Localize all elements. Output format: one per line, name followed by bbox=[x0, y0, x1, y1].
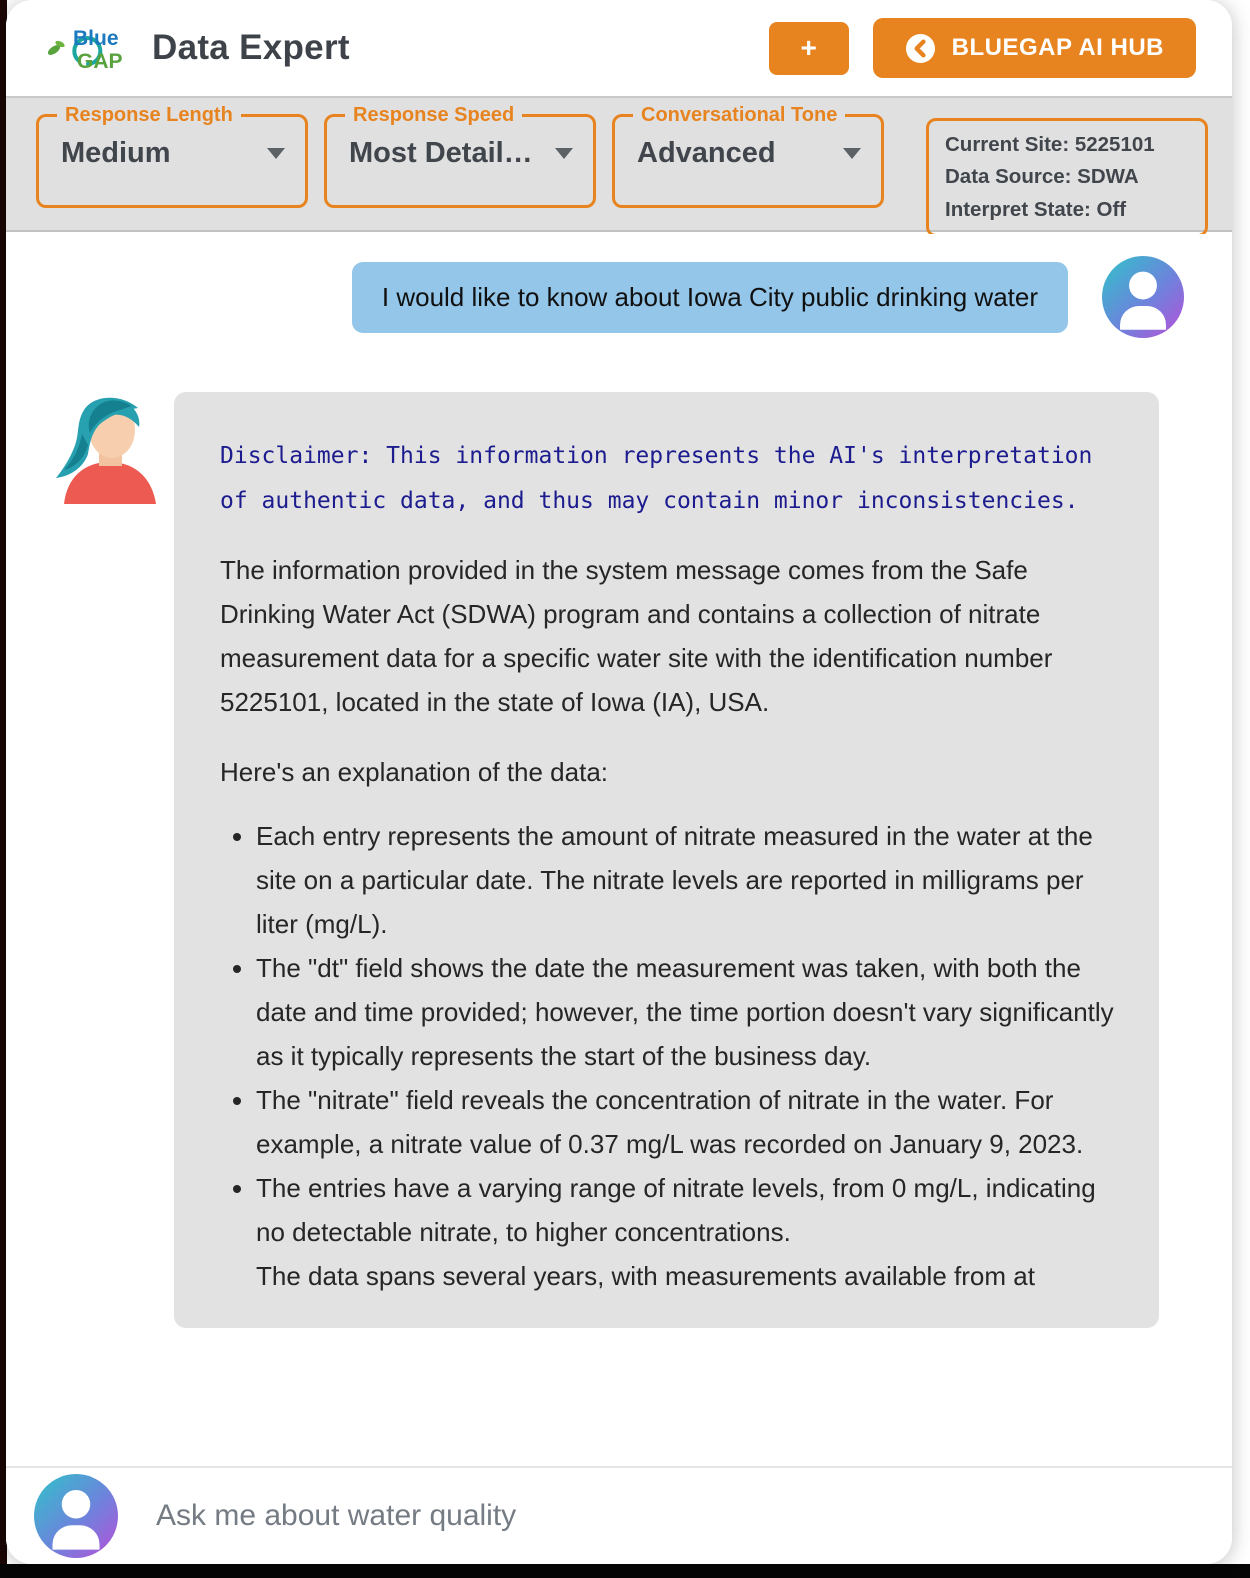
data-source-value: Data Source: SDWA bbox=[945, 165, 1139, 189]
app-window bbox=[6, 0, 1232, 1564]
user-avatar bbox=[1102, 256, 1184, 338]
person-icon bbox=[34, 1474, 118, 1558]
header bbox=[6, 0, 1232, 96]
explanation-list bbox=[220, 814, 1119, 1254]
back-circle-icon bbox=[905, 33, 936, 64]
session-info-box bbox=[926, 118, 1208, 237]
conversational-tone-field bbox=[612, 104, 884, 208]
bluegap-ai-hub-button[interactable] bbox=[873, 18, 1196, 78]
input-user-avatar bbox=[34, 1474, 118, 1558]
list-item: • The "nitrate" field reveals the concentration of nitrate in the water. For example, a nitrate value of 0.37 mg/L was recorded on January 9, 2023. bbox=[256, 1078, 1119, 1166]
message-input-bar bbox=[6, 1466, 1232, 1564]
bluegap-logo-icon bbox=[46, 21, 138, 75]
window-bottom-edge bbox=[0, 1564, 1250, 1578]
response-speed-select[interactable] bbox=[337, 127, 583, 170]
truncated-line: The data spans several years, with measurements available from at bbox=[256, 1261, 1035, 1291]
response-length-field bbox=[36, 104, 308, 208]
assistant-message-bubble bbox=[174, 392, 1159, 1328]
response-speed-field bbox=[324, 104, 596, 208]
settings-toolbar bbox=[6, 96, 1232, 232]
assistant-intro-paragraph: The information provided in the system message comes from the Safe Drinking Water Act (SDWA) program and contains a collection of nitrate measurement data for a specific water site with the identification number 5225101, located in the state of Iowa (IA), USA. bbox=[220, 555, 1053, 717]
current-site-value: Current Site: 5225101 bbox=[945, 133, 1155, 156]
conversational-tone-select[interactable] bbox=[625, 127, 871, 170]
list-item: • The entries have a varying range of nitrate levels, from 0 mg/L, indicating no detectable nitrate, to higher concentrations. bbox=[256, 1166, 1119, 1254]
conversational-tone-label: Conversational Tone bbox=[641, 104, 838, 126]
response-speed-value: Most Detail… bbox=[349, 137, 533, 169]
response-speed-label: Response Speed bbox=[353, 104, 515, 126]
conversational-tone-value: Advanced bbox=[637, 137, 776, 169]
new-chat-button[interactable]: + bbox=[769, 22, 849, 75]
svg-text:GAP: GAP bbox=[77, 50, 123, 73]
user-message-row bbox=[6, 256, 1184, 338]
chevron-down-icon bbox=[555, 148, 573, 159]
response-length-label: Response Length bbox=[65, 104, 233, 126]
page-title: Data Expert bbox=[152, 28, 350, 67]
explanation-heading: Here's an explanation of the data: bbox=[220, 757, 609, 787]
assistant-message-row bbox=[6, 392, 1232, 1328]
assistant-avatar bbox=[52, 392, 164, 504]
chat-scroll-area[interactable] bbox=[6, 234, 1232, 1564]
hub-button-label: BLUEGAP AI HUB bbox=[951, 34, 1164, 61]
user-message-bubble: I would like to know about Iowa City public drinking water bbox=[352, 262, 1068, 333]
interpret-state-value: Interpret State: Off bbox=[945, 197, 1127, 221]
response-length-select[interactable] bbox=[49, 127, 295, 170]
chevron-down-icon bbox=[843, 148, 861, 159]
disclaimer-text: Disclaimer: This information represents the AI's interpretation of authentic data, and thus may contain minor inconsistencies. bbox=[220, 443, 1093, 514]
chevron-down-icon bbox=[267, 148, 285, 159]
chat-message-input[interactable] bbox=[156, 1499, 1204, 1533]
list-item: • The "dt" field shows the date the measurement was taken, with both the date and time provided; however, the time portion doesn't vary significantly as it typically represents the start of the business day. bbox=[256, 946, 1119, 1078]
person-icon bbox=[1102, 256, 1184, 338]
response-length-value: Medium bbox=[61, 137, 171, 169]
list-item: • Each entry represents the amount of nitrate measured in the water at the site on a particular date. The nitrate levels are reported in milligrams per liter (mg/L). bbox=[256, 814, 1119, 946]
svg-text:Blue: Blue bbox=[73, 27, 119, 50]
